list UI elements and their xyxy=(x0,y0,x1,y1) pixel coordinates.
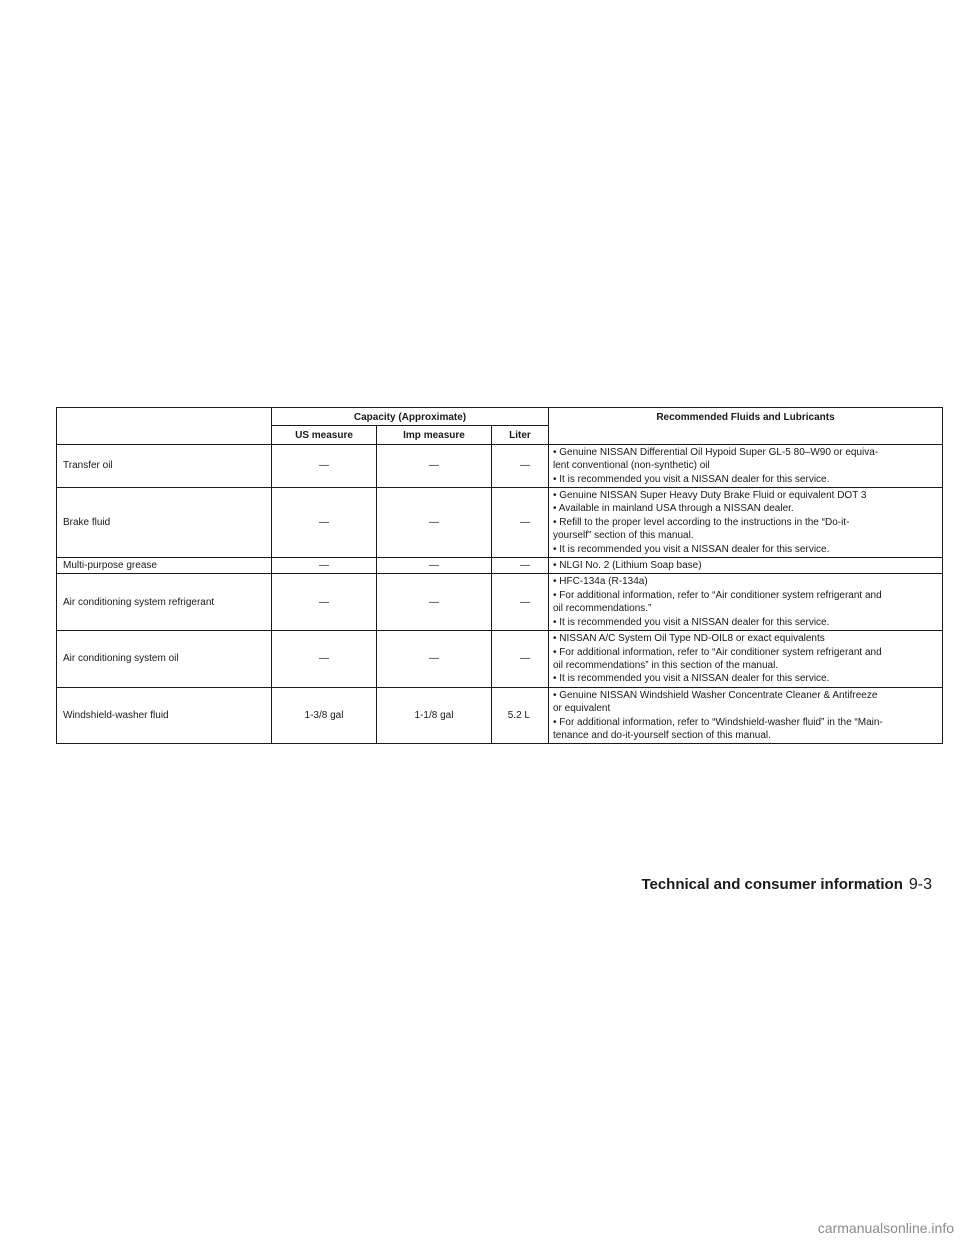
liter-header: Liter xyxy=(492,426,549,444)
recommendation-line: • It is recommended you visit a NISSAN dealer for this service. xyxy=(553,616,830,628)
recommendation-line: • Genuine NISSAN Super Heavy Duty Brake Fluid or equivalent DOT 3 xyxy=(553,490,867,502)
recommendation-line: oil recommendations” in this section of the manual. xyxy=(553,659,779,671)
recommendation-line: • Refill to the proper level according to the instructions in the “Do-it- xyxy=(553,516,850,528)
recommendation-line: • It is recommended you visit a NISSAN dealer for this service. xyxy=(553,473,830,485)
fluid-item-cell: Transfer oil xyxy=(57,444,272,487)
fluid-item-cell: Windshield-washer fluid xyxy=(57,687,272,744)
fluid-item-cell: Multi-purpose grease xyxy=(57,558,272,574)
us-measure-cell: 1-3/8 gal xyxy=(272,687,377,744)
table-row xyxy=(57,488,943,558)
recommendation-line: tenance and do-it-yourself section of this manual. xyxy=(553,729,771,741)
imp-measure-cell: — xyxy=(377,488,492,558)
page-footer xyxy=(641,876,932,894)
liter-cell: — xyxy=(492,444,549,487)
us-measure-cell: — xyxy=(272,558,377,574)
recommendation-line: • NLGI No. 2 (Lithium Soap base) xyxy=(553,560,702,572)
table-row xyxy=(57,687,943,744)
recommendation-line: • Genuine NISSAN Differential Oil Hypoid Super GL-5 80–W90 or equiva- xyxy=(553,446,879,458)
recommendation-line: • For additional information, refer to “Windshield-washer fluid” in the “Main- xyxy=(553,716,883,728)
imp-measure-cell: 1-1/8 gal xyxy=(377,687,492,744)
item-header-cell xyxy=(57,408,272,445)
us-measure-cell: — xyxy=(272,488,377,558)
recommendation-line: yourself” section of this manual. xyxy=(553,530,694,542)
recommendation-line: or equivalent xyxy=(553,703,611,715)
liter-cell: — xyxy=(492,631,549,688)
fluid-item-cell: Air conditioning system refrigerant xyxy=(57,574,272,631)
imp-measure-cell: — xyxy=(377,444,492,487)
capacity-header: Capacity (Approximate) xyxy=(272,408,549,426)
recommended-cell xyxy=(549,574,943,631)
recommendation-line: • For additional information, refer to “Air conditioner system refrigerant and xyxy=(553,646,882,658)
fluid-item-cell: Brake fluid xyxy=(57,488,272,558)
recommendation-line: • HFC-134a (R-134a) xyxy=(553,576,648,588)
recommendation-line: lent conventional (non-synthetic) oil xyxy=(553,460,710,472)
table-row xyxy=(57,558,943,574)
fluid-item-cell: Air conditioning system oil xyxy=(57,631,272,688)
recommendation-line: • Available in mainland USA through a NISSAN dealer. xyxy=(553,503,794,515)
table-row xyxy=(57,631,943,688)
imp-measure-cell: — xyxy=(377,558,492,574)
us-measure-cell: — xyxy=(272,444,377,487)
recommended-cell xyxy=(549,687,943,744)
recommendation-line: • It is recommended you visit a NISSAN dealer for this service. xyxy=(553,673,830,685)
us-measure-cell: — xyxy=(272,574,377,631)
table-row xyxy=(57,574,943,631)
recommendation-line: oil recommendations.” xyxy=(553,603,652,615)
recommendation-line: • For additional information, refer to “Air conditioner system refrigerant and xyxy=(553,589,882,601)
recommendation-line: • Genuine NISSAN Windshield Washer Concentrate Cleaner & Antifreeze xyxy=(553,689,878,701)
liter-cell: — xyxy=(492,558,549,574)
watermark: carmanualsonline.info xyxy=(817,1220,954,1236)
recommendation-line: • It is recommended you visit a NISSAN dealer for this service. xyxy=(553,543,830,555)
imp-measure-cell: — xyxy=(377,574,492,631)
imp-measure-header: Imp measure xyxy=(377,426,492,444)
recommended-cell xyxy=(549,488,943,558)
page-number: 9-3 xyxy=(908,876,932,893)
recommended-cell xyxy=(549,558,943,574)
table-header-row xyxy=(57,408,943,426)
recommended-cell xyxy=(549,631,943,688)
section-title: Technical and consumer information xyxy=(641,876,903,893)
table-body xyxy=(57,444,943,744)
recommended-cell xyxy=(549,444,943,487)
imp-measure-cell: — xyxy=(377,631,492,688)
liter-cell: — xyxy=(492,574,549,631)
us-measure-header: US measure xyxy=(272,426,377,444)
recommended-header: Recommended Fluids and Lubricants xyxy=(549,408,943,445)
liter-cell: — xyxy=(492,488,549,558)
recommendation-line: • NISSAN A/C System Oil Type ND-OIL8 or exact equivalents xyxy=(553,633,825,645)
us-measure-cell: — xyxy=(272,631,377,688)
fluids-capacity-table xyxy=(56,407,943,744)
table-row xyxy=(57,444,943,487)
liter-cell: 5.2 L xyxy=(492,687,549,744)
